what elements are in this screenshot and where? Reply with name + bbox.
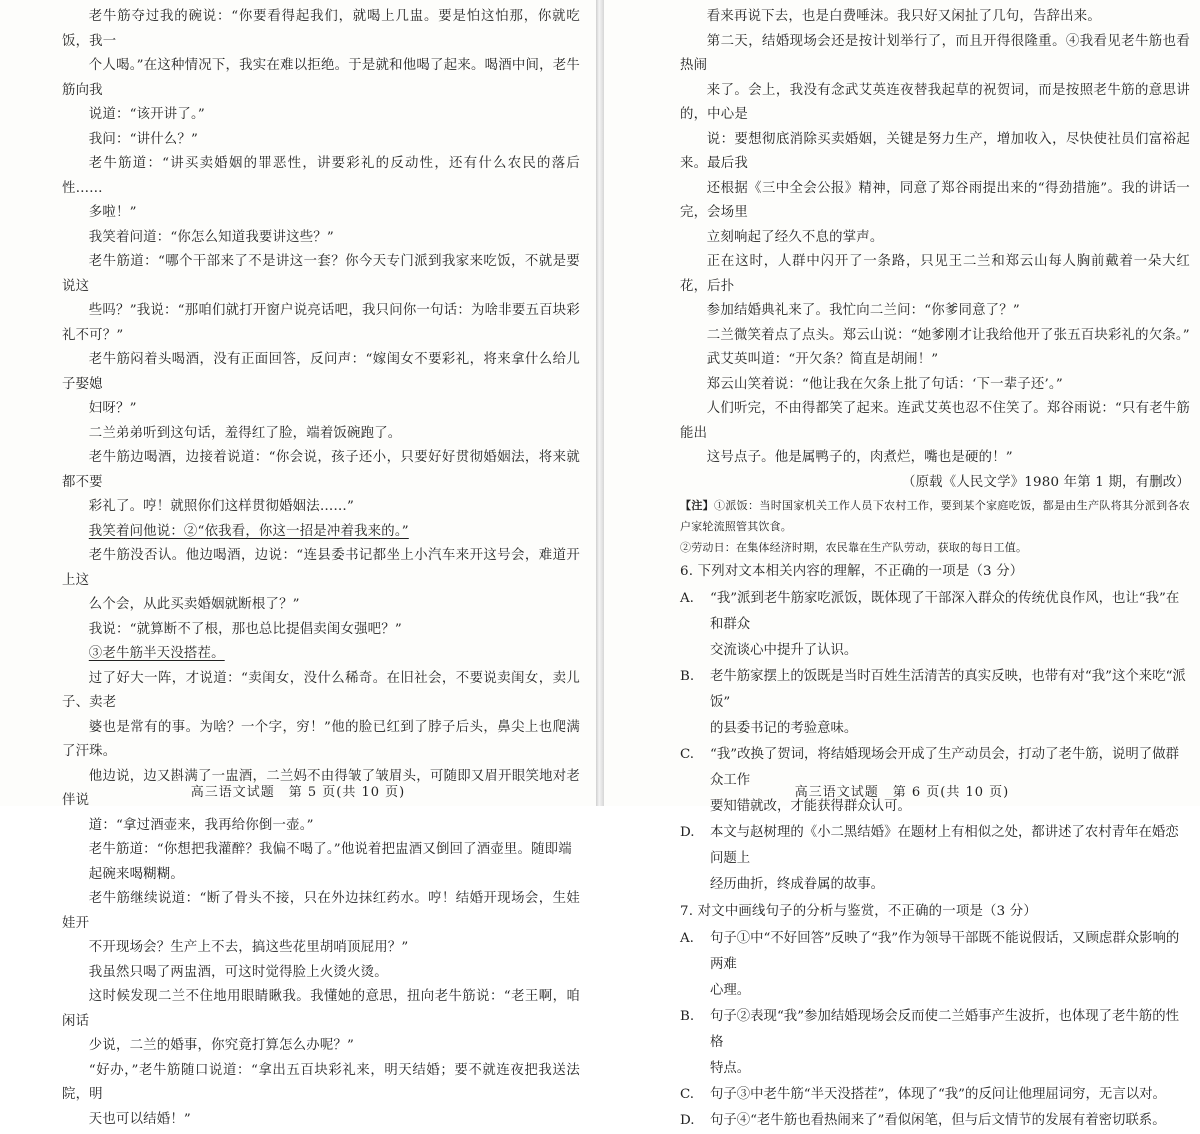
- paragraph-underlined-3: ③老牛筋半天没搭茬。: [88, 646, 225, 661]
- page-footer: 高三语文试题 第 5 页(共 10 页): [190, 785, 406, 800]
- left-text-column: [62, 5, 580, 1132]
- q6-option-d: D. 本文与赵树理的《小二黑结婚》在题材上有相似之处，都讲述了农村青年在婚恋问题上 经历曲折，终成眷属的故事。: [680, 825, 1179, 892]
- paragraph: 武艾英叫道：“开欠条？简直是胡闹！”: [706, 352, 939, 367]
- paragraph-underlined-2: 我笑着问他说：②“依我看，你这一招是冲着我来的。”: [88, 523, 409, 539]
- paragraph: 老牛筋继续说道：“断了骨头不接，只在外边抹红药水。哼！结婚开现场会，生娃娃开 不开现场会？生产上不去，搞这些花里胡哨顶屁用？”: [62, 891, 580, 955]
- paragraph: 正在这时，人群中闪开了一条路，只见王二兰和郑云山每人胸前戴着一朵大红花，后扑 参加结婚典礼来了。我忙向二兰问：“你爹同意了？”: [680, 254, 1190, 318]
- paragraph: “好办，”老牛筋随口说道：“拿出五百块彩礼来，明天结婚；要不就连夜把我送法院，明 天也可以结婚！”: [62, 1062, 580, 1127]
- q7-option-a: A. 句子①中“不好回答”反映了“我”作为领导干部既不能说假话，又顾虑群众影响的两难 心理。: [680, 931, 1180, 998]
- paragraph: 老牛筋闷着头喝酒，没有正面回答，反问声：“嫁闺女不要彩礼，将来拿什么给儿子娶媳 妇呀？”: [62, 352, 580, 416]
- paragraph: 这时候发现二兰不住地用眼睛瞅我。我懂她的意思，扭向老牛筋说：“老王啊，咱闲话 少说，二兰的婚事，你究竟打算怎么办呢？”: [62, 989, 580, 1053]
- paragraph: 老牛筋道：“讲买卖婚姻的罪恶性，讲要彩礼的反动性，还有什么农民的落后性…… 多啦！”: [62, 156, 580, 220]
- paragraph: 我笑着问道：“你怎么知道我要讲这些？”: [88, 229, 334, 245]
- page-5: [0, 0, 596, 1127]
- paragraph-underlined-4: 第二天，结婚现场会还是按计划举行了，而且开得很隆重。④我看见老牛筋也看热闹 来了。会上，我没有念武艾英连夜替我起草的祝贺词，而是按照老牛筋的意思讲的，中心是 说：要想彻底消除买卖婚姻，关键是努力生产，增加收入，尽快使社员们富裕起来。最后我 还根据《三中全会公报》精神，同意了郑谷雨提出来的“得劲措施”。我的讲话一完，会场里 立刻响起了经久不息的掌声。: [680, 33, 1190, 245]
- paragraph: 郑云山笑着说：“他让我在欠条上批了句话：‘下一辈子还’。”: [706, 376, 1063, 392]
- right-text-column: [680, 5, 1190, 1134]
- q7-option-d: D. 句子④“老牛筋也看热闹来了”看似闲笔，但与后文情节的发展有着密切联系。: [680, 1113, 1166, 1128]
- paragraph: 老牛筋边喝酒，边接着说道：“你会说，孩子还小，只要好好贯彻婚姻法，将来就都不要 彩礼了。哼！就照你们这样贯彻婚姻法……”: [62, 450, 580, 514]
- paragraph: 我说：“就算断不了根，那也总比提倡卖闺女强吧？”: [88, 621, 402, 637]
- paragraph: 老牛筋道：“哪个干部来了不是讲这一套？你今天专门派到我家来吃饭，不就是要说这 些吗？”我说：“那咱们就打开窗户说亮话吧，我只问你一句话：为啥非要五百块彩礼不可？”: [62, 254, 580, 343]
- paragraph: 他边说，边又斟满了一盅酒，二兰妈不由得皱了皱眉头，可随即又眉开眼笑地对老伴说 道：“拿过酒壶来，我再给你倒一壶。”: [62, 768, 580, 833]
- q7-option-c: C. 句子③中老牛筋“半天没搭茬”，体现了“我”的反问让他理屈词穷，无言以对。: [680, 1087, 1166, 1102]
- paragraph: 人们听完，不由得都笑了起来。连武艾英也忍不住笑了。郑谷雨说：“只有老牛筋能出 这号点子。他是属鸭子的，肉煮烂，嘴也是硬的！”: [680, 401, 1190, 465]
- q6-option-b: B. 老牛筋家摆上的饭既是当时百姓生活清苦的真实反映，也带有对“我”这个来吃“派饭” 的县委书记的考验意味。: [680, 669, 1186, 736]
- footnote: 【注】①派饭：当时国家机关工作人员下农村工作，要到某个家庭吃饭，都是由生产队将其分派到各农户家轮流照管其饮食。 ②劳动日：在集体经济时期，农民靠在生产队劳动，获取的每日工值。: [680, 499, 1190, 554]
- paragraph: 我虽然只喝了两盅酒，可这时觉得脸上火烫火烫。: [88, 964, 388, 980]
- paragraph: 我问：“讲什么？”: [88, 131, 199, 147]
- q6-option-c: C. “我”改换了贺词，将结婚现场会开成了生产动员会，打动了老牛筋，说明了做群众工作 要知错就改，才能获得群众认可。: [680, 747, 1179, 814]
- footnote-tag: 【注】: [680, 499, 715, 512]
- question-6-stem: 6. 下列对文本相关内容的理解，不正确的一项是（3 分）: [680, 564, 1024, 579]
- q7-option-b: B. 句子②表现“我”参加结婚现场会反而使二兰婚事产生波折，也体现了老牛筋的性格 特点。: [680, 1009, 1179, 1076]
- paragraph: 看来再说下去，也是白费唾沫。我只好又闲扯了几句，告辞出来。: [706, 9, 1101, 24]
- paragraph: 老牛筋道：“你想把我灌醉？我偏不喝了。”他说着把盅酒又倒回了酒壶里。随即端 起碗来喝糊糊。: [88, 842, 572, 882]
- page-footer: 高三语文试题 第 6 页(共 10 页): [794, 785, 1010, 800]
- paragraph: 老牛筋没否认。他边喝酒，边说：“连县委书记都坐上小汽车来开这号会，难道开上这 么个会，从此买卖婚姻就断根了？”: [62, 548, 580, 612]
- question-7-stem: 7. 对文中画线句子的分析与鉴赏，不正确的一项是（3 分）: [680, 904, 1037, 919]
- paragraph: 二兰弟弟听到这句话，羞得红了脸，端着饭碗跑了。: [88, 425, 402, 441]
- paragraph: 二兰微笑着点了点头。郑云山说：“她爹刚才让我给他开了张五百块彩礼的欠条。”: [706, 327, 1190, 343]
- source-citation: （原载《人民文学》1980 年第 1 期，有删改）: [901, 474, 1190, 490]
- paragraph: 过了好大一阵，才说道：“卖闺女，没什么稀奇。在旧社会，不要说卖闺女，卖儿子、卖老 婆也是常有的事。为啥？一个字，穷！”他的脸已红到了脖子后头，鼻尖上也爬满了汗珠。: [62, 670, 580, 759]
- book-gutter: [596, 0, 604, 806]
- q6-option-a: A. “我”派到老牛筋家吃派饭，既体现了干部深入群众的传统优良作风，也让“我”在和群众 交流谈心中提升了认识。: [680, 591, 1180, 658]
- page-6: [604, 0, 1200, 1128]
- paragraph: 老牛筋夺过我的碗说：“你要看得起我们，就喝上几盅。要是怕这怕那，你就吃饭，我一 个人喝。”在这种情况下，我实在难以拒绝。于是就和他喝了起来。喝酒中间，老牛筋向我 说道：“该开讲了。”: [62, 9, 580, 122]
